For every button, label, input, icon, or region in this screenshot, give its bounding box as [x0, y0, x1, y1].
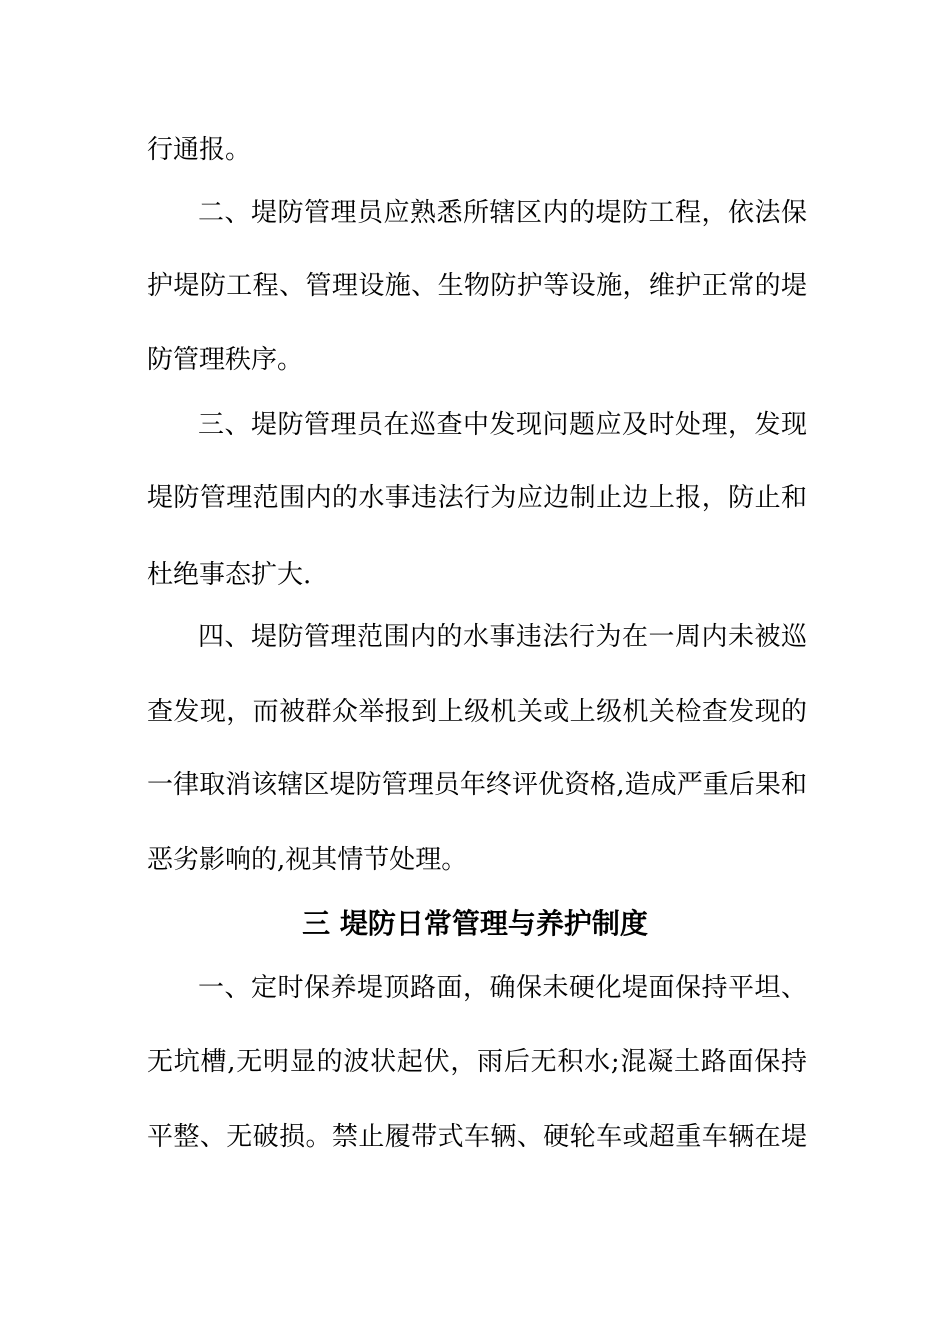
paragraph-line: 二、堤防管理员应熟悉所辖区内的堤防工程，依法保: [198, 198, 807, 228]
paragraph-line: 堤防管理范围内的水事违法行为应边制止边上报，防止和: [147, 483, 807, 513]
paragraph-line: 无坑槽,无明显的波状起伏，雨后无积水;混凝土路面保持: [147, 1047, 807, 1077]
paragraph-line: 四、堤防管理范围内的水事违法行为在一周内未被巡: [198, 622, 807, 652]
paragraph-line: 护堤防工程、管理设施、生物防护等设施，维护正常的堤: [147, 271, 807, 301]
paragraph-line: 防管理秩序。: [147, 345, 304, 375]
paragraph-line: 杜绝事态扩大.: [147, 560, 312, 590]
paragraph-line: 一、定时保养堤顶路面，确保未硬化堤面保持平坦、: [198, 973, 807, 1003]
section-heading: 三 堤防日常管理与养护制度: [302, 907, 648, 940]
paragraph-line: 三、堤防管理员在巡查中发现问题应及时处理，发现: [198, 410, 807, 440]
paragraph-line: 查发现，而被群众举报到上级机关或上级机关检查发现的: [147, 697, 807, 727]
paragraph-line: 恶劣影响的,视其情节处理。: [147, 845, 468, 875]
paragraph-line: 一律取消该辖区堤防管理员年终评优资格,造成严重后果和: [147, 770, 807, 800]
paragraph-line: 行通报。: [147, 135, 252, 165]
paragraph-line: 平整、无破损。禁止履带式车辆、硬轮车或超重车辆在堤: [147, 1122, 807, 1152]
